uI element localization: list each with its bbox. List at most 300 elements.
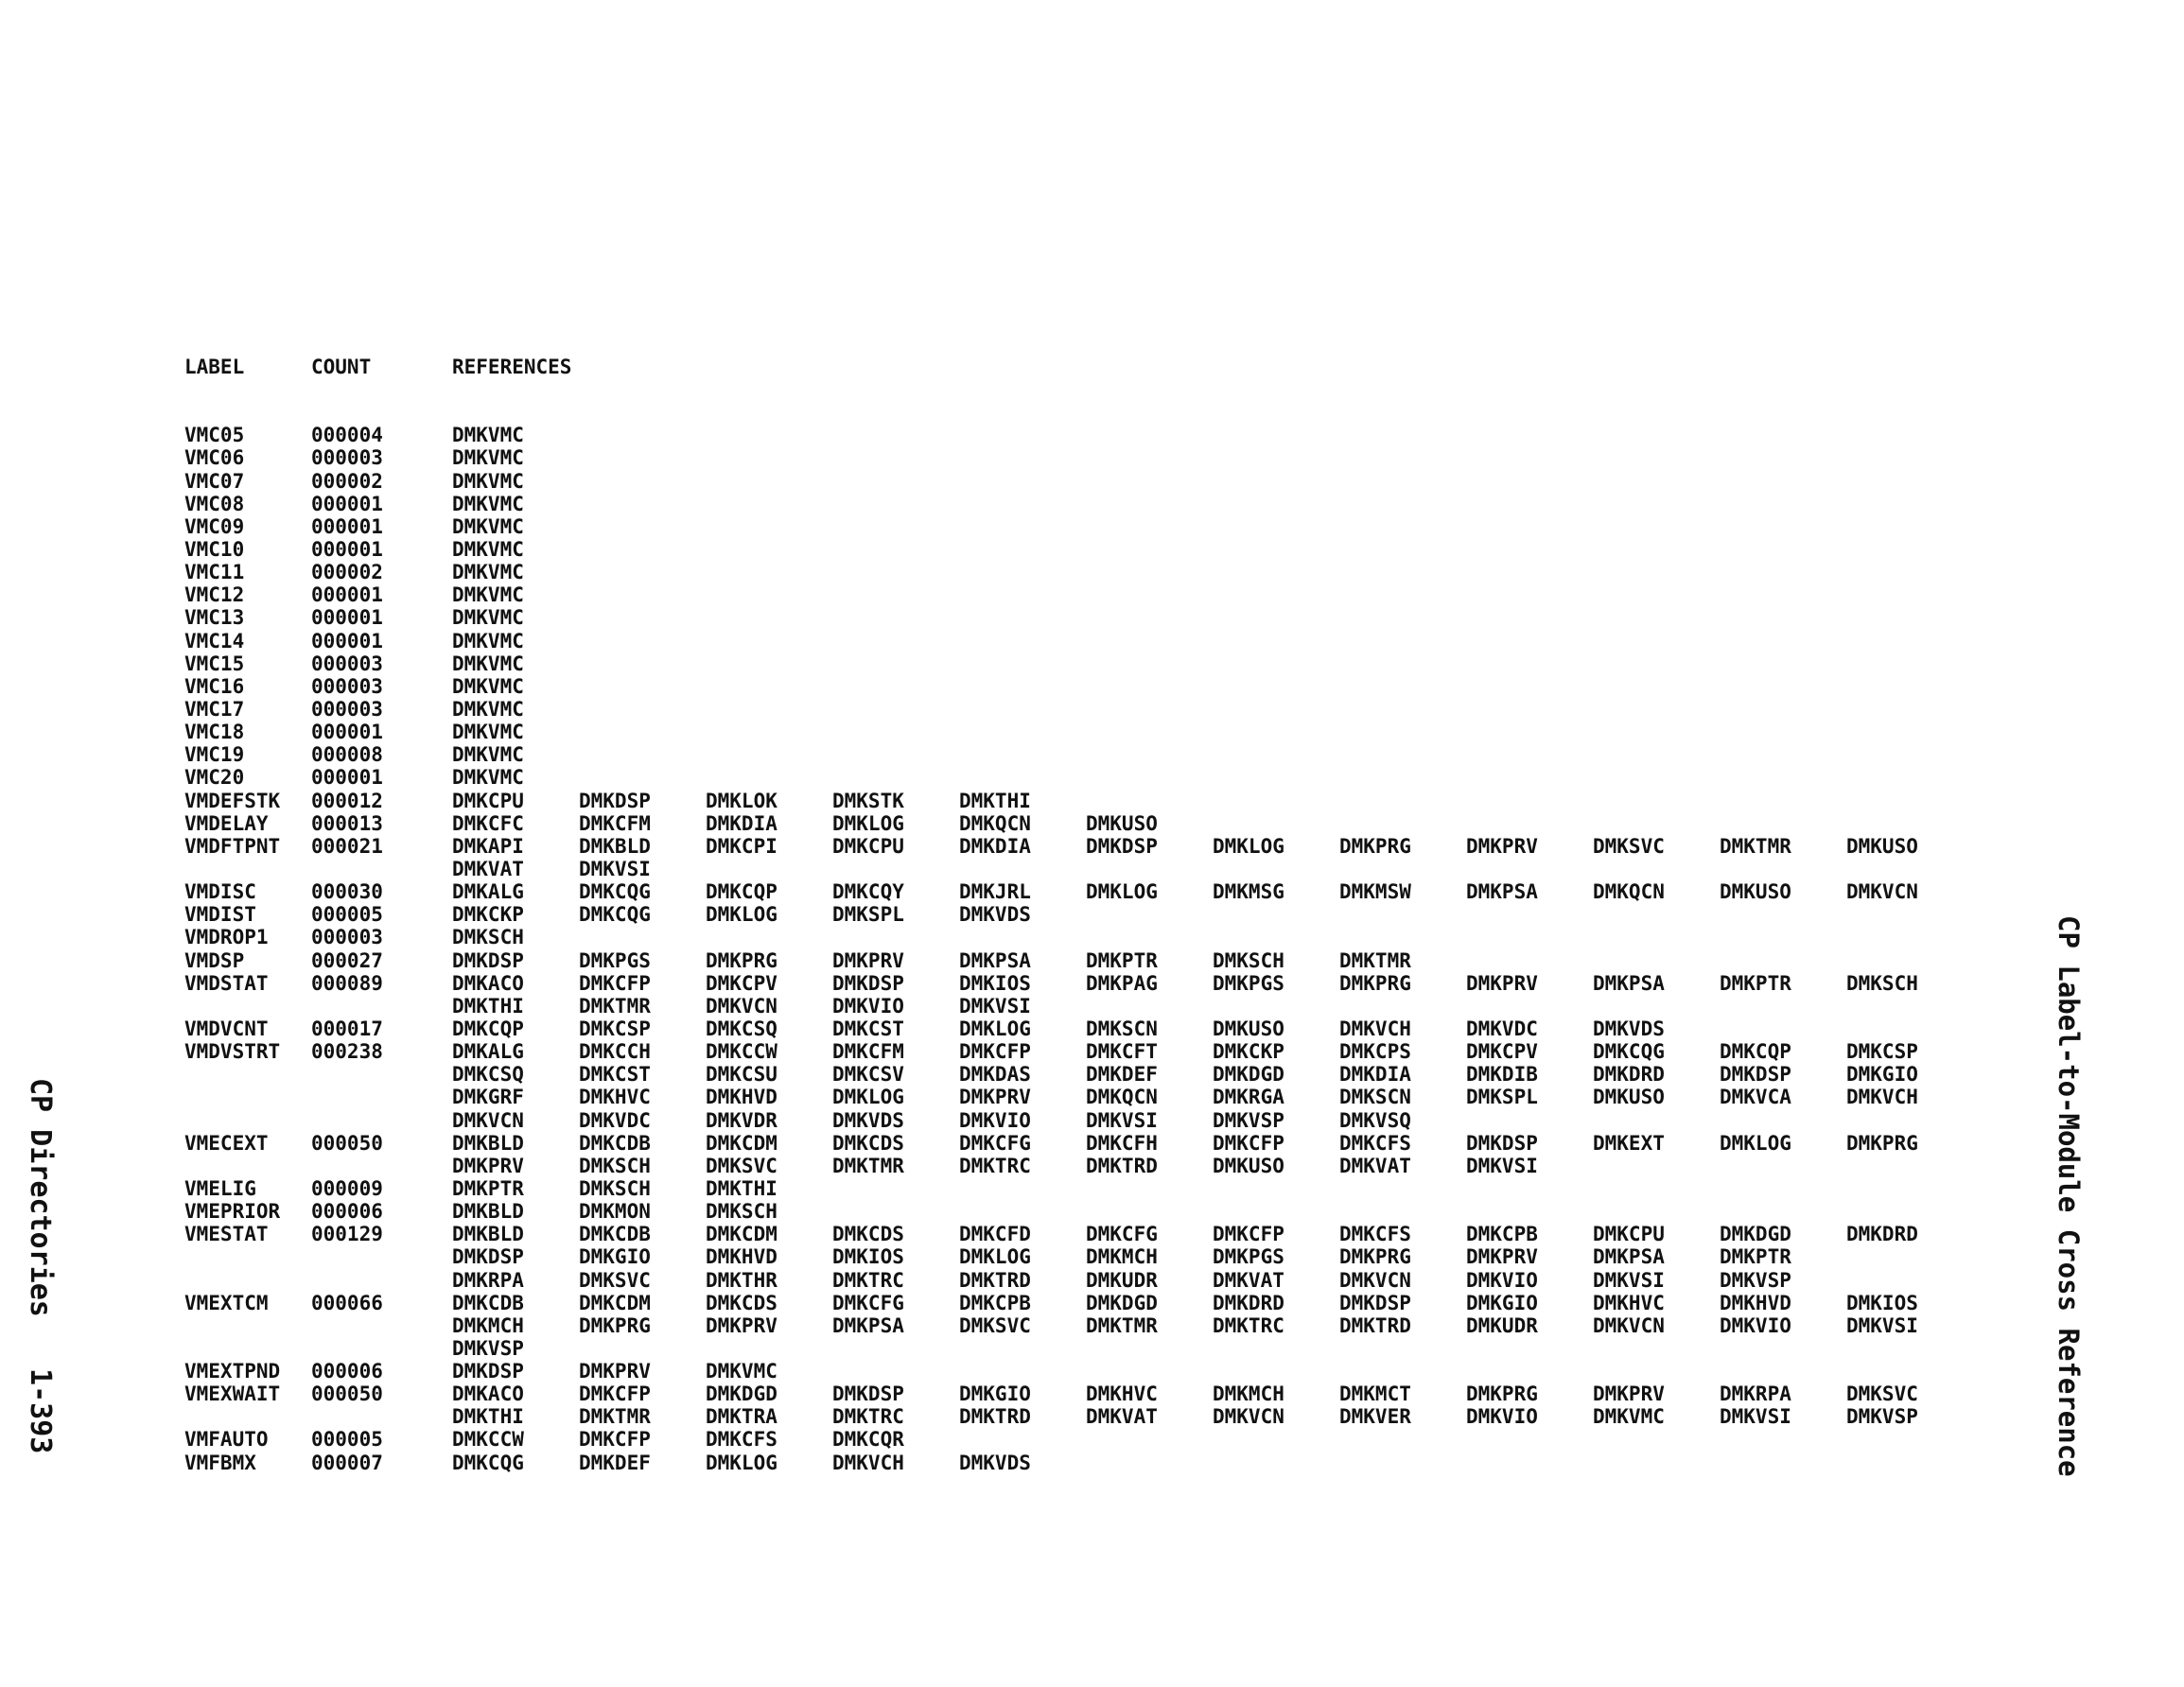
row-label: VMEXTPND	[184, 1360, 281, 1383]
module-reference: DMKALG	[452, 880, 524, 904]
row-count: 000002	[311, 561, 383, 584]
row-count: 000050	[311, 1131, 383, 1155]
row-count: 000001	[311, 538, 383, 561]
row-count: 000005	[311, 1428, 383, 1452]
module-reference: DMKPRV	[959, 1086, 1031, 1109]
module-reference: DMKCQG	[579, 903, 651, 927]
row-label: VMDEFSTK	[184, 789, 281, 812]
module-reference: DMKDSP	[1720, 1063, 1791, 1087]
module-reference: DMKRGA	[1213, 1086, 1284, 1109]
module-reference: DMKCFC	[452, 811, 524, 835]
module-reference: DMKPRV	[1466, 1245, 1538, 1269]
row-count: 000001	[311, 492, 383, 515]
module-reference: DMKCDB	[579, 1223, 651, 1246]
row-count: 000005	[311, 903, 383, 927]
module-reference: DMKVMC	[452, 469, 524, 493]
module-reference: DMKCFS	[706, 1428, 778, 1452]
module-reference: DMKVMC	[452, 424, 524, 447]
module-reference: DMKVCN	[1593, 1313, 1665, 1337]
row-count: 000001	[311, 514, 383, 538]
row-count: 000027	[311, 948, 383, 972]
module-reference: DMKRPA	[1720, 1383, 1791, 1406]
module-reference: DMKVSI	[1720, 1405, 1791, 1429]
module-reference: DMKTHI	[452, 994, 524, 1017]
module-reference: DMKVSP	[1213, 1108, 1284, 1132]
module-reference: DMKUSO	[1720, 880, 1791, 904]
module-reference: DMKPRV	[1593, 1383, 1665, 1406]
module-reference: DMKQCN	[1593, 880, 1665, 904]
module-reference: DMKDGD	[1213, 1063, 1284, 1087]
module-reference: DMKCST	[832, 1017, 904, 1040]
module-reference: DMKSCN	[1339, 1086, 1411, 1109]
module-reference: DMKSTK	[832, 789, 904, 812]
row-count: 000030	[311, 880, 383, 904]
row-label: VMESTAT	[184, 1223, 269, 1246]
module-reference: DMKDAS	[959, 1063, 1031, 1087]
module-reference: DMKSCH	[579, 1176, 651, 1200]
module-reference: DMKPGS	[579, 948, 651, 972]
module-reference: DMKPRV	[706, 1313, 778, 1337]
module-reference: DMKCDM	[706, 1223, 778, 1246]
module-reference: DMKCDB	[579, 1131, 651, 1155]
module-reference: DMKDSP	[1466, 1131, 1538, 1155]
module-reference: DMKMSW	[1339, 880, 1411, 904]
module-reference: DMKCST	[579, 1063, 651, 1087]
row-label: VMDFTPNT	[184, 834, 281, 858]
module-reference: DMKUSO	[1086, 811, 1158, 835]
module-reference: DMKVDS	[1593, 1017, 1665, 1040]
module-reference: DMKCFD	[959, 1223, 1031, 1246]
row-label: VMDVCNT	[184, 1017, 269, 1040]
module-reference: DMKHVD	[706, 1086, 778, 1109]
module-reference: DMKVCA	[1720, 1086, 1791, 1109]
module-reference: DMKPRV	[832, 948, 904, 972]
module-reference: DMKVMC	[452, 674, 524, 698]
module-reference: DMKCFP	[1213, 1131, 1284, 1155]
module-reference: DMKTMR	[1720, 834, 1791, 858]
module-reference: DMKPTR	[1086, 948, 1158, 972]
module-reference: DMKHVD	[706, 1245, 778, 1269]
module-reference: DMKIOS	[1846, 1291, 1918, 1314]
module-reference: DMKVIO	[959, 1108, 1031, 1132]
module-reference: DMKTRC	[959, 1154, 1031, 1177]
module-reference: DMKCCW	[452, 1428, 524, 1452]
module-reference: DMKCKP	[1213, 1040, 1284, 1064]
module-reference: DMKVMC	[452, 514, 524, 538]
module-reference: DMKSVC	[1593, 834, 1665, 858]
module-reference: DMKDIA	[959, 834, 1031, 858]
module-reference: DMKCFG	[1086, 1223, 1158, 1246]
module-reference: DMKMON	[579, 1200, 651, 1224]
module-reference: DMKPRG	[1846, 1131, 1918, 1155]
module-reference: DMKCSU	[706, 1063, 778, 1087]
module-reference: DMKCFP	[579, 1428, 651, 1452]
module-reference: DMKCPV	[1466, 1040, 1538, 1064]
module-reference: DMKTHI	[452, 1405, 524, 1429]
module-reference: DMKVSP	[1846, 1405, 1918, 1429]
row-label: VMDIST	[184, 903, 256, 927]
module-reference: DMKCPU	[452, 789, 524, 812]
row-label: VMFAUTO	[184, 1428, 269, 1452]
module-reference: DMKVIO	[1466, 1268, 1538, 1292]
module-reference: DMKVMC	[452, 492, 524, 515]
module-reference: DMKPRG	[1339, 971, 1411, 995]
module-reference: DMKVCH	[832, 1451, 904, 1474]
row-count: 000004	[311, 424, 383, 447]
module-reference: DMKSVC	[579, 1268, 651, 1292]
module-reference: DMKGRF	[452, 1086, 524, 1109]
module-reference: DMKSPL	[1466, 1086, 1538, 1109]
module-reference: DMKCDM	[579, 1291, 651, 1314]
module-reference: DMKCSQ	[706, 1017, 778, 1040]
module-reference: DMKLOG	[832, 1086, 904, 1109]
module-reference: DMKTMR	[579, 1405, 651, 1429]
row-label: VMDELAY	[184, 811, 269, 835]
module-reference: DMKSVC	[706, 1154, 778, 1177]
module-reference: DMKVSI	[1086, 1108, 1158, 1132]
module-reference: DMKVMC	[452, 743, 524, 767]
module-reference: DMKPTR	[452, 1176, 524, 1200]
row-label: VMECEXT	[184, 1131, 269, 1155]
module-reference: DMKCFP	[579, 1383, 651, 1406]
row-label: VMC17	[184, 697, 245, 721]
module-reference: DMKVAT	[1339, 1154, 1411, 1177]
module-reference: DMKCFS	[1339, 1223, 1411, 1246]
row-count: 000006	[311, 1360, 383, 1383]
row-label: VMC09	[184, 514, 245, 538]
module-reference: DMKVSP	[452, 1336, 524, 1360]
module-reference: DMKSCH	[706, 1200, 778, 1224]
module-reference: DMKCQG	[452, 1451, 524, 1474]
module-reference: DMKDSP	[579, 789, 651, 812]
module-reference: DMKVCN	[1213, 1405, 1284, 1429]
module-reference: DMKVIO	[1720, 1313, 1791, 1337]
module-reference: DMKMCT	[1339, 1383, 1411, 1406]
module-reference: DMKSVC	[959, 1313, 1031, 1337]
left-margin-caption: CP Directories 1-393	[24, 1078, 57, 1454]
row-label: VMDROP1	[184, 926, 269, 949]
module-reference: DMKALG	[452, 1040, 524, 1064]
row-count: 000012	[311, 789, 383, 812]
module-reference: DMKCPS	[1339, 1040, 1411, 1064]
row-label: VMEXTCM	[184, 1291, 269, 1314]
module-reference: DMKACO	[452, 971, 524, 995]
module-reference: DMKCFP	[959, 1040, 1031, 1064]
row-label: VMC15	[184, 652, 245, 675]
row-label: VMC12	[184, 583, 245, 607]
module-reference: DMKDRD	[1213, 1291, 1284, 1314]
module-reference: DMKPTR	[1720, 1245, 1791, 1269]
module-reference: DMKAPI	[452, 834, 524, 858]
module-reference: DMKDIA	[1339, 1063, 1411, 1087]
module-reference: DMKHVC	[1086, 1383, 1158, 1406]
row-label: VMC06	[184, 446, 245, 470]
module-reference: DMKCDB	[452, 1291, 524, 1314]
module-reference: DMKTRA	[706, 1405, 778, 1429]
module-reference: DMKHVD	[1720, 1291, 1791, 1314]
module-reference: DMKCPV	[706, 971, 778, 995]
module-reference: DMKVCH	[1846, 1086, 1918, 1109]
module-reference: DMKCPU	[832, 834, 904, 858]
module-reference: DMKVMC	[452, 583, 524, 607]
module-reference: DMKVMC	[452, 721, 524, 744]
module-reference: DMKVSI	[579, 857, 651, 880]
row-label: VMDVSTRT	[184, 1040, 281, 1064]
module-reference: DMKTRD	[959, 1405, 1031, 1429]
module-reference: DMKGIO	[1466, 1291, 1538, 1314]
module-reference: DMKPSA	[959, 948, 1031, 972]
module-reference: DMKVMC	[452, 766, 524, 790]
module-reference: DMKCPI	[706, 834, 778, 858]
module-reference: DMKVSI	[1846, 1313, 1918, 1337]
module-reference: DMKTHI	[706, 1176, 778, 1200]
module-reference: DMKUSO	[1213, 1154, 1284, 1177]
module-reference: DMKCFS	[1339, 1131, 1411, 1155]
module-reference: DMKVMC	[452, 538, 524, 561]
row-count: 000129	[311, 1223, 383, 1246]
row-label: VMC20	[184, 766, 245, 790]
module-reference: DMKCKP	[452, 903, 524, 927]
module-reference: DMKCSV	[832, 1063, 904, 1087]
module-reference: DMKCFP	[1213, 1223, 1284, 1246]
row-label: VMDSTAT	[184, 971, 269, 995]
module-reference: DMKUDR	[1466, 1313, 1538, 1337]
module-reference: DMKDSP	[452, 1360, 524, 1383]
module-reference: DMKPSA	[832, 1313, 904, 1337]
row-label: VMDISC	[184, 880, 256, 904]
row-count: 000001	[311, 583, 383, 607]
row-count: 000006	[311, 1200, 383, 1224]
module-reference: DMKTRD	[959, 1268, 1031, 1292]
row-count: 000001	[311, 629, 383, 652]
module-reference: DMKTMR	[832, 1154, 904, 1177]
module-reference: DMKLOG	[959, 1245, 1031, 1269]
module-reference: DMKDSP	[832, 971, 904, 995]
module-reference: DMKVMC	[452, 561, 524, 584]
module-reference: DMKPSA	[1466, 880, 1538, 904]
module-reference: DMKVCN	[706, 994, 778, 1017]
module-reference: DMKVAT	[1213, 1268, 1284, 1292]
module-reference: DMKCDS	[706, 1291, 778, 1314]
row-count: 000002	[311, 469, 383, 493]
header-count: COUNT	[311, 356, 372, 378]
row-label: VMC13	[184, 606, 245, 630]
row-label: VMC07	[184, 469, 245, 493]
module-reference: DMKGIO	[579, 1245, 651, 1269]
row-label: VMELIG	[184, 1176, 256, 1200]
module-reference: DMKCQG	[1593, 1040, 1665, 1064]
module-reference: DMKTHR	[706, 1268, 778, 1292]
module-reference: DMKCCW	[706, 1040, 778, 1064]
module-reference: DMKDGD	[706, 1383, 778, 1406]
module-reference: DMKVIO	[1466, 1405, 1538, 1429]
module-reference: DMKVDC	[579, 1108, 651, 1132]
module-reference: DMKVSP	[1720, 1268, 1791, 1292]
row-label: VMC16	[184, 674, 245, 698]
module-reference: DMKLOG	[1086, 880, 1158, 904]
module-reference: DMKQCN	[959, 811, 1031, 835]
module-reference: DMKDIB	[1466, 1063, 1538, 1087]
module-reference: DMKVMC	[452, 652, 524, 675]
module-reference: DMKJRL	[959, 880, 1031, 904]
module-reference: DMKPAG	[1086, 971, 1158, 995]
row-label: VMDSP	[184, 948, 245, 972]
module-reference: DMKEXT	[1593, 1131, 1665, 1155]
row-label: VMC18	[184, 721, 245, 744]
module-reference: DMKRPA	[452, 1268, 524, 1292]
module-reference: DMKVMC	[452, 629, 524, 652]
row-count: 000001	[311, 606, 383, 630]
module-reference: DMKVDS	[832, 1108, 904, 1132]
module-reference: DMKDEF	[579, 1451, 651, 1474]
module-reference: DMKTRD	[1339, 1313, 1411, 1337]
module-reference: DMKVDS	[959, 1451, 1031, 1474]
module-reference: DMKBLD	[579, 834, 651, 858]
module-reference: DMKCFM	[832, 1040, 904, 1064]
row-label: VMC08	[184, 492, 245, 515]
module-reference: DMKPRG	[1339, 834, 1411, 858]
module-reference: DMKTMR	[1339, 948, 1411, 972]
module-reference: DMKSCH	[579, 1154, 651, 1177]
row-count: 000003	[311, 926, 383, 949]
module-reference: DMKQCN	[1086, 1086, 1158, 1109]
row-count: 000089	[311, 971, 383, 995]
module-reference: DMKCFT	[1086, 1040, 1158, 1064]
right-margin-caption: CP Label-to-Module Cross Reference	[2053, 915, 2085, 1477]
module-reference: DMKCSQ	[452, 1063, 524, 1087]
row-count: 000238	[311, 1040, 383, 1064]
module-reference: DMKVMC	[452, 697, 524, 721]
row-count: 000003	[311, 652, 383, 675]
row-label: VMEXWAIT	[184, 1383, 281, 1406]
row-count: 000009	[311, 1176, 383, 1200]
module-reference: DMKPRV	[1466, 834, 1538, 858]
module-reference: DMKUSO	[1213, 1017, 1284, 1040]
row-count: 000017	[311, 1017, 383, 1040]
module-reference: DMKDRD	[1846, 1223, 1918, 1246]
module-reference: DMKMSG	[1213, 880, 1284, 904]
module-reference: DMKMCH	[1086, 1245, 1158, 1269]
module-reference: DMKMCH	[452, 1313, 524, 1337]
module-reference: DMKCPB	[959, 1291, 1031, 1314]
module-reference: DMKCSP	[579, 1017, 651, 1040]
module-reference: DMKVDS	[959, 903, 1031, 927]
module-reference: DMKVDR	[706, 1108, 778, 1132]
module-reference: DMKVSI	[1593, 1268, 1665, 1292]
row-label: VMC19	[184, 743, 245, 767]
module-reference: DMKGIO	[1846, 1063, 1918, 1087]
module-reference: DMKIOS	[832, 1245, 904, 1269]
module-reference: DMKSPL	[832, 903, 904, 927]
header-references: REFERENCES	[452, 356, 572, 378]
module-reference: DMKTMR	[1086, 1313, 1158, 1337]
module-reference: DMKCQP	[706, 880, 778, 904]
module-reference: DMKCPB	[1466, 1223, 1538, 1246]
module-reference: DMKPRV	[1466, 971, 1538, 995]
module-reference: DMKCPU	[1593, 1223, 1665, 1246]
module-reference: DMKSCN	[1086, 1017, 1158, 1040]
module-reference: DMKVDC	[1466, 1017, 1538, 1040]
module-reference: DMKLOK	[706, 789, 778, 812]
module-reference: DMKCFM	[579, 811, 651, 835]
module-reference: DMKDSP	[832, 1383, 904, 1406]
module-reference: DMKVCN	[452, 1108, 524, 1132]
module-reference: DMKSVC	[1846, 1383, 1918, 1406]
module-reference: DMKVMC	[1593, 1405, 1665, 1429]
module-reference: DMKCFG	[959, 1131, 1031, 1155]
module-reference: DMKLOG	[959, 1017, 1031, 1040]
module-reference: DMKLOG	[706, 1451, 778, 1474]
module-reference: DMKUDR	[1086, 1268, 1158, 1292]
row-label: VMC10	[184, 538, 245, 561]
module-reference: DMKPRG	[706, 948, 778, 972]
row-count: 000066	[311, 1291, 383, 1314]
module-reference: DMKBLD	[452, 1131, 524, 1155]
module-reference: DMKDRD	[1593, 1063, 1665, 1087]
row-count: 000007	[311, 1451, 383, 1474]
module-reference: DMKCQG	[579, 880, 651, 904]
module-reference: DMKLOG	[1213, 834, 1284, 858]
module-reference: DMKCFG	[832, 1291, 904, 1314]
module-reference: DMKCDS	[832, 1131, 904, 1155]
header-label: LABEL	[184, 356, 245, 378]
module-reference: DMKVCH	[1339, 1017, 1411, 1040]
module-reference: DMKPRG	[579, 1313, 651, 1337]
module-reference: DMKCDM	[706, 1131, 778, 1155]
module-reference: DMKCCH	[579, 1040, 651, 1064]
module-reference: DMKTRD	[1086, 1154, 1158, 1177]
module-reference: DMKDIA	[706, 811, 778, 835]
module-reference: DMKPRV	[452, 1154, 524, 1177]
module-reference: DMKVSQ	[1339, 1108, 1411, 1132]
row-label: VMC05	[184, 424, 245, 447]
module-reference: DMKVER	[1339, 1405, 1411, 1429]
module-reference: DMKGIO	[959, 1383, 1031, 1406]
module-reference: DMKPSA	[1593, 1245, 1665, 1269]
module-reference: DMKHVC	[579, 1086, 651, 1109]
row-count: 000008	[311, 743, 383, 767]
module-reference: DMKTMR	[579, 994, 651, 1017]
module-reference: DMKVAT	[1086, 1405, 1158, 1429]
module-reference: DMKHVC	[1593, 1291, 1665, 1314]
module-reference: DMKPRG	[1339, 1245, 1411, 1269]
module-reference: DMKDSP	[452, 948, 524, 972]
module-reference: DMKSCH	[1213, 948, 1284, 972]
module-reference: DMKCQP	[1720, 1040, 1791, 1064]
module-reference: DMKUSO	[1846, 834, 1918, 858]
module-reference: DMKPTR	[1720, 971, 1791, 995]
module-reference: DMKVSI	[959, 994, 1031, 1017]
module-reference: DMKPRV	[579, 1360, 651, 1383]
module-reference: DMKMCH	[1213, 1383, 1284, 1406]
module-reference: DMKTRC	[832, 1268, 904, 1292]
module-reference: DMKTHI	[959, 789, 1031, 812]
module-reference: DMKCQP	[452, 1017, 524, 1040]
module-reference: DMKDGD	[1086, 1291, 1158, 1314]
module-reference: DMKVCN	[1846, 880, 1918, 904]
module-reference: DMKIOS	[959, 971, 1031, 995]
row-count: 000001	[311, 766, 383, 790]
module-reference: DMKCQR	[832, 1428, 904, 1452]
module-reference: DMKPGS	[1213, 971, 1284, 995]
module-reference: DMKVAT	[452, 857, 524, 880]
module-reference: DMKCFH	[1086, 1131, 1158, 1155]
row-count: 000021	[311, 834, 383, 858]
module-reference: DMKPSA	[1593, 971, 1665, 995]
module-reference: DMKVMC	[706, 1360, 778, 1383]
module-reference: DMKCDS	[832, 1223, 904, 1246]
module-reference: DMKTRC	[1213, 1313, 1284, 1337]
